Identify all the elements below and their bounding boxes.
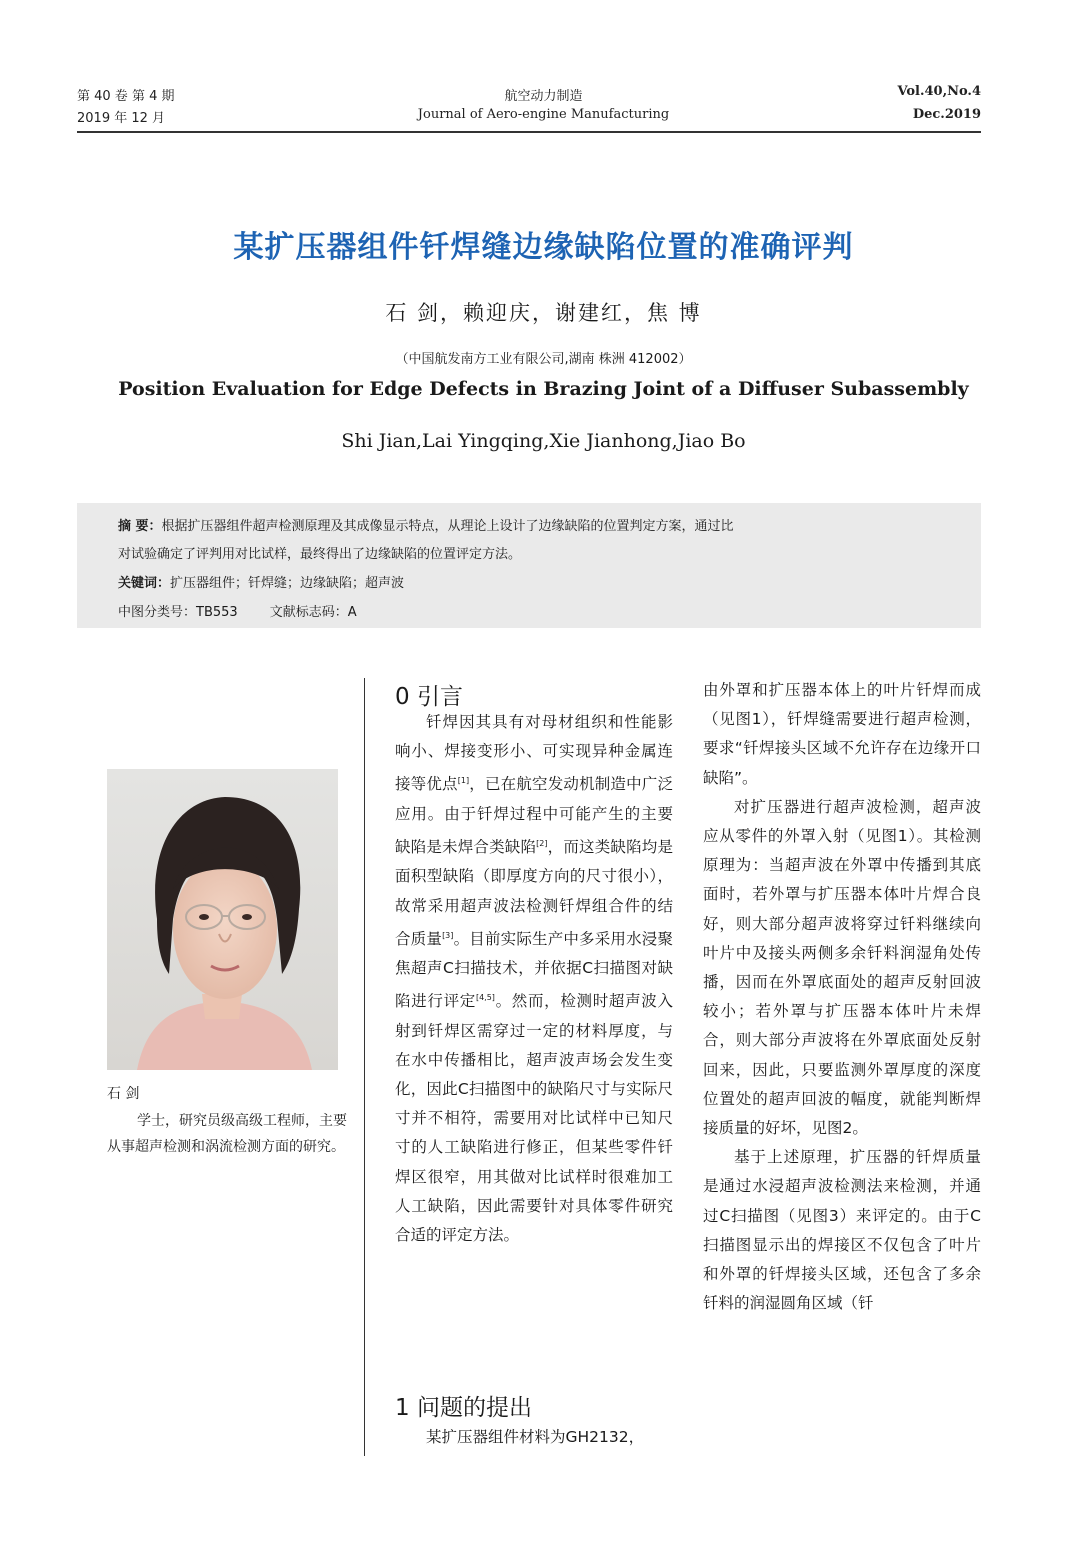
doc-code-label: 文献标志码： [269,605,348,620]
col2-paragraph-3: 基于上述原理，扩压器的钎焊质量是通过水浸超声波检测法来检测，并通过C扫描图（见图3）来评定的。由于C扫描图显示出的焊接区不仅包含了叶片和外罩的钎焊接头区域，还包含了多余钎料的润湿圆角区域（钎 [703,1148,981,1313]
authors-en: Shi Jian,Lai Yingqing,Xie Jianhong,Jiao Bo [341,430,746,452]
author-photo [107,769,338,1070]
p1-part-e: 。然而，检测时超声波入射到钎焊区需穿过一定的材料厚度，与在水中传播相比，超声波声场会发生变化，因此C扫描图中的缺陷尺寸与实际尺寸并不相符，需要用对比试样中已知尺寸的人工缺陷进行修正，但某些零件钎焊区很窄，用其做对比试样时很难加工人工缺陷，因此需要针对具体零件研究合适的评定方法。 [395,992,673,1245]
keywords-line [118,572,404,591]
p1-part-d: 。目前实际生产中多采用水浸聚焦超声C扫描技术，并依据C扫描图对缺陷进行评定 [395,929,673,1011]
abstract-line-1 [118,515,734,534]
keywords-label: 关键词： [118,576,171,591]
header-rule [77,131,981,133]
header-volume-en: Vol.40,No.4 [897,84,981,99]
col2-paragraph-1: 由外罩和扩压器本体上的叶片钎焊而成（见图1），钎焊缝需要进行超声检测，要求“钎焊接头区域不允许存在边缘开口缺陷”。 [703,681,981,787]
header-journal-cn: 航空动力制造 [504,89,583,104]
citation-2[interactable]: [2] [536,838,548,848]
citation-4-5[interactable]: [4,5] [475,993,495,1003]
paper-title-en: Position Evaluation for Edge Defects in Brazing Joint of a Diffuser Subassembly [118,378,969,400]
classification-line [118,601,357,620]
header-journal-en: Journal of Aero-engine Manufacturing [417,107,670,122]
citation-1[interactable]: [1] [457,776,470,786]
col2-paragraph-2: 对扩压器进行超声波检测，超声波应从零件的外罩入射（见图1）。其检测原理为：当超声波在外罩中传播到其底面时，若外罩与扩压器本体叶片焊合良好，则大部分超声波将穿过钎料继续向叶片中及接头两侧多余钎料润湿角处传播，因而在外罩底面处的超声反射回波较小；若外罩与扩压器本体叶片未焊合，则大部分声波将在外罩底面处反射回来，因此，只要监测外罩厚度的深度位置处的超声回波的幅度，就能判断焊接质量的好坏，见图2。 [703,797,981,1138]
doc-code-value: A [347,605,357,620]
p1-part-b: ，已在航空发动机制造中广泛应用。由于钎焊过程中可能产生的主要缺陷是未焊合类缺陷 [395,775,673,857]
section-1-heading: 1 问题的提出 [395,1395,532,1421]
keywords: 扩压器组件；钎焊缝；边缘缺陷；超声波 [170,576,405,591]
paper-title: 某扩压器组件钎焊缝边缘缺陷位置的准确评判 [233,230,854,265]
header-date-en: Dec.2019 [912,107,981,122]
header-volume-issue: 第 40 卷 第 4 期 [77,89,175,104]
bio-text: 学士，研究员级高级工程师，主要从事超声检测和涡流检测方面的研究。 [107,1113,347,1155]
header-date: 2019 年 12 月 [77,111,166,126]
p1-part-c: ，而这类缺陷均是面积型缺陷（即厚度方向的尺寸很小），故常采用超声波法检测钎焊组合件的结合质量 [395,838,673,948]
abstract-label: 摘 要： [118,519,162,534]
class-value: TB553 [196,605,238,620]
section-0-paragraph [395,708,673,1250]
affiliation: （中国航发南方工业有限公司,湖南 株洲 412002） [395,352,692,367]
section-0-heading: 0 引言 [395,684,463,710]
column-2 [703,676,981,1318]
abstract-text-2: 对试验确定了评判用对比试样，最终得出了边缘缺陷的位置评定方法。 [118,547,522,562]
class-label: 中图分类号： [118,605,197,620]
section-1-paragraph: 某扩压器组件材料为GH2132， [426,1428,645,1446]
abstract-text-1: 根据扩压器组件超声检测原理及其成像显示特点，从理论上设计了边缘缺陷的位置判定方案，通过比 [161,519,734,534]
bio-name: 石 剑 [107,1086,140,1102]
authors-cn: 石 剑，赖迎庆，谢建红，焦 博 [385,301,702,325]
column-divider [364,678,365,1456]
citation-3[interactable]: [3] [442,930,454,940]
p1-part-a: 钎焊因其具有对母材组织和性能影响小、焊接变形小、可实现异种金属连接等优点 [395,713,673,794]
